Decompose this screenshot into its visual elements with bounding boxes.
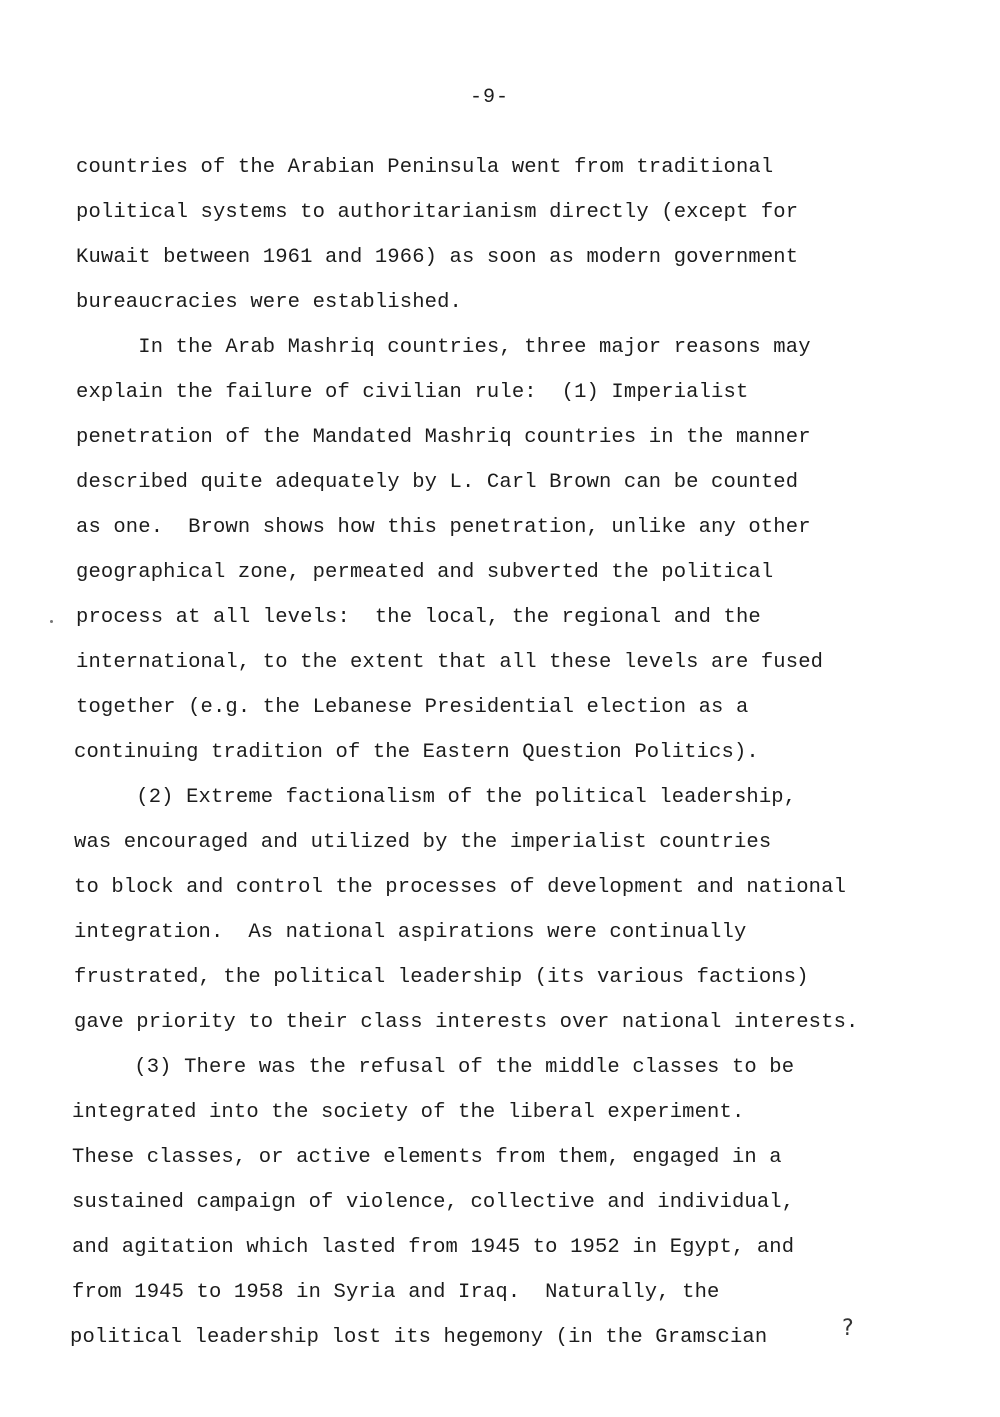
margin-annotation: ? — [842, 1316, 854, 1341]
text-line: as one. Brown shows how this penetration, unlike any other — [76, 516, 811, 539]
page-number: -9- — [470, 86, 510, 109]
text-line: was encouraged and utilized by the imperialist countries — [74, 831, 772, 854]
text-line: together (e.g. the Lebanese Presidential election as a — [76, 696, 749, 719]
text-line: sustained campaign of violence, collective and individual, — [72, 1191, 795, 1214]
text-line: to block and control the processes of development and national — [74, 876, 847, 899]
text-line: (3) There was the refusal of the middle classes to be — [72, 1056, 795, 1079]
text-line: In the Arab Mashriq countries, three major reasons may — [76, 336, 811, 359]
text-line: from 1945 to 1958 in Syria and Iraq. Naturally, the — [72, 1281, 720, 1304]
text-line: political systems to authoritarianism directly (except for — [76, 201, 799, 224]
text-line: described quite adequately by L. Carl Brown can be counted — [76, 471, 799, 494]
text-line: Kuwait between 1961 and 1966) as soon as modern government — [76, 246, 799, 269]
text-line: explain the failure of civilian rule: (1) Imperialist — [76, 381, 749, 404]
text-line: international, to the extent that all these levels are fused — [76, 651, 824, 674]
text-line: gave priority to their class interests over national interests. — [74, 1011, 859, 1034]
text-line: frustrated, the political leadership (its various factions) — [74, 966, 809, 989]
text-line: penetration of the Mandated Mashriq countries in the manner — [76, 426, 811, 449]
text-line: geographical zone, permeated and subverted the political — [76, 561, 774, 584]
text-line: (2) Extreme factionalism of the political leadership, — [74, 786, 797, 809]
scan-speck — [50, 620, 53, 623]
text-line: integration. As national aspirations were continually — [74, 921, 747, 944]
text-line: countries of the Arabian Peninsula went from traditional — [76, 156, 774, 179]
text-line: bureaucracies were established. — [76, 291, 463, 314]
text-line: political leadership lost its hegemony (in the Gramscian — [70, 1326, 768, 1349]
text-line: and agitation which lasted from 1945 to 1952 in Egypt, and — [72, 1236, 795, 1259]
text-line: continuing tradition of the Eastern Question Politics). — [74, 741, 759, 764]
text-line: These classes, or active elements from them, engaged in a — [72, 1146, 782, 1169]
text-line: process at all levels: the local, the regional and the — [76, 606, 761, 629]
text-line: integrated into the society of the liberal experiment. — [72, 1101, 745, 1124]
